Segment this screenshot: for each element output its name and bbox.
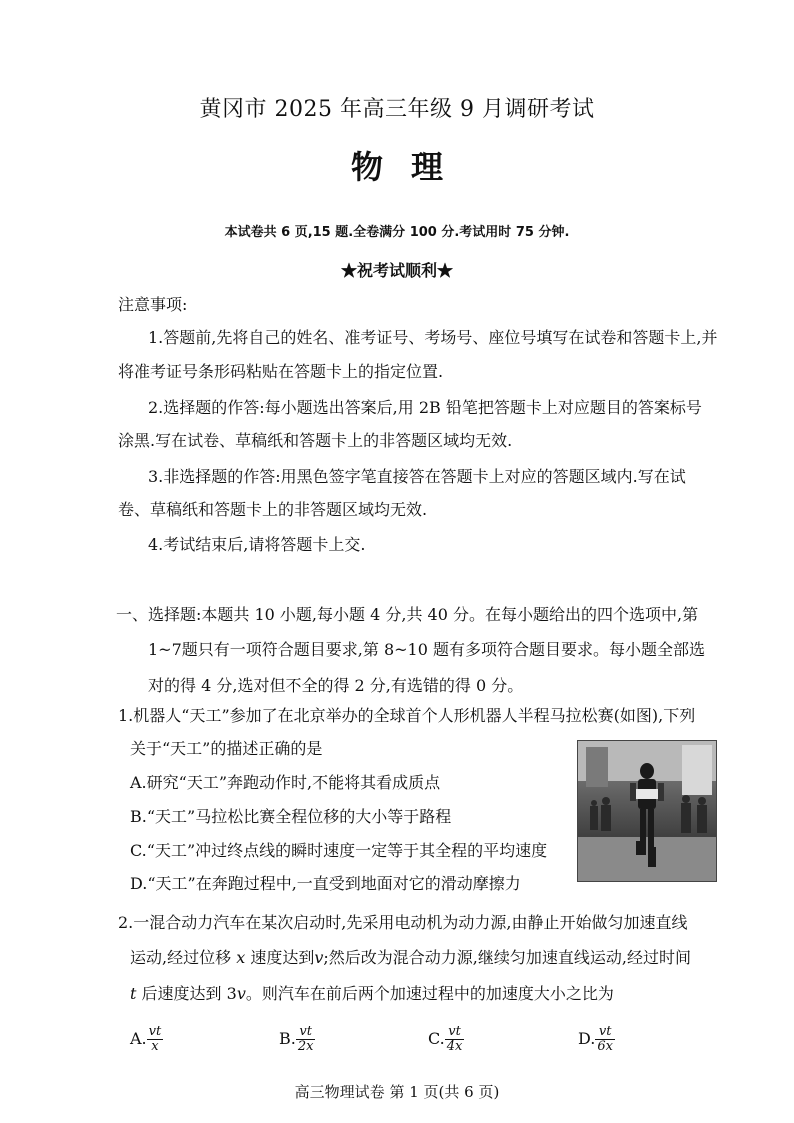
option-label: C. — [428, 1029, 445, 1048]
denominator: 6x — [597, 1039, 613, 1054]
denominator: x — [151, 1039, 159, 1054]
question-1-option-d: D.“天工”在奔跑过程中,一直受到地面对它的滑动摩擦力 — [130, 874, 521, 893]
question-2-stem-line-3 — [130, 986, 614, 1002]
note-line: 卷、草稿纸和答题卡上的非答题区域均无效. — [118, 500, 428, 519]
q2-var-x: x — [236, 948, 246, 967]
numerator: vt — [296, 1025, 316, 1040]
page-footer: 高三物理试卷 第 1 页(共 6 页) — [294, 1083, 500, 1101]
numerator: vt — [148, 1024, 162, 1039]
q2-text: ;然后改为混合动力源,继续匀加速直线运动,经过时间 — [323, 948, 691, 967]
q2-var-v: v — [314, 948, 324, 967]
fraction — [296, 1025, 316, 1054]
question-1-stem: 1.机器人“天工”参加了在北京举办的全球首个人形机器人半程马拉松赛(如图),下列 — [118, 706, 696, 725]
note-line: 将准考证号条形码粘贴在答题卡上的指定位置. — [118, 362, 444, 381]
question-2-stem: 2.一混合动力汽车在某次启动时,先采用电动机为动力源,由静止开始做匀加速直线 — [118, 913, 688, 932]
q2-text: 速度达到 — [250, 948, 315, 967]
question-1-option-c: C.“天工”冲过终点线的瞬时速度一定等于其全程的平均速度 — [130, 841, 548, 860]
q2-text: 后速度达到 3 — [141, 984, 237, 1003]
exam-info: 本试卷共 6 页,15 题.全卷满分 100 分.考试用时 75 分钟. — [224, 225, 570, 240]
option-label: D. — [578, 1029, 596, 1048]
question-2-option-a — [130, 1025, 163, 1054]
section-heading-line: 1~7题只有一项符合题目要求,第 8~10 题有多项符合题目要求。每小题全部选 — [148, 640, 705, 659]
option-label: A. — [130, 1029, 147, 1048]
robot-marathon-photo — [577, 740, 717, 882]
question-2-option-d — [578, 1025, 615, 1054]
numerator: vt — [595, 1025, 615, 1040]
question-1-stem: 关于“天工”的描述正确的是 — [130, 739, 323, 758]
note-line: 涂黑.写在试卷、草稿纸和答题卡上的非答题区域均无效. — [118, 431, 513, 450]
numerator: vt — [445, 1025, 465, 1040]
notes-heading: 注意事项: — [118, 295, 188, 314]
section-heading: 一、选择题:本题共 10 小题,每小题 4 分,共 40 分。在每小题给出的四个选项中,第 — [116, 605, 699, 624]
q2-var-v: v — [236, 984, 246, 1003]
option-label: B. — [279, 1029, 296, 1048]
q2-var-t: t — [130, 984, 137, 1003]
section-heading-line: 对的得 4 分,选对但不全的得 2 分,有选错的得 0 分。 — [148, 676, 524, 695]
denominator: 2x — [297, 1039, 314, 1054]
denominator: 4x — [446, 1039, 463, 1054]
note-line: 4.考试结束后,请将答题卡上交. — [148, 535, 366, 554]
note-line: 3.非选择题的作答:用黑色签字笔直接答在答题卡上对应的答题区域内.写在试 — [148, 467, 686, 486]
question-1-option-b: B.“天工”马拉松比赛全程位移的大小等于路程 — [130, 807, 452, 826]
good-luck-banner: ★祝考试顺利★ — [340, 261, 453, 280]
note-line: 1.答题前,先将自己的姓名、准考证号、考场号、座位号填写在试卷和答题卡上,并 — [148, 328, 718, 347]
question-1-option-a: A.研究“天工”奔跑动作时,不能将其看成质点 — [130, 773, 441, 792]
question-2-option-c — [428, 1025, 464, 1054]
question-2-stem-line-2 — [130, 950, 691, 966]
fraction — [445, 1025, 465, 1054]
fraction — [147, 1025, 164, 1054]
question-2-option-b — [279, 1025, 315, 1054]
note-line: 2.选择题的作答:每小题选出答案后,用 2B 铅笔把答题卡上对应题目的答案标号 — [148, 398, 702, 417]
exam-title: 黄冈市 2025 年高三年级 9 月调研考试 — [199, 97, 595, 122]
q2-text: 运动,经过位移 — [130, 948, 232, 967]
subject-title: 物理 — [350, 148, 471, 186]
fraction — [595, 1025, 615, 1054]
q2-text: 。则汽车在前后两个加速过程中的加速度大小之比为 — [245, 984, 614, 1003]
